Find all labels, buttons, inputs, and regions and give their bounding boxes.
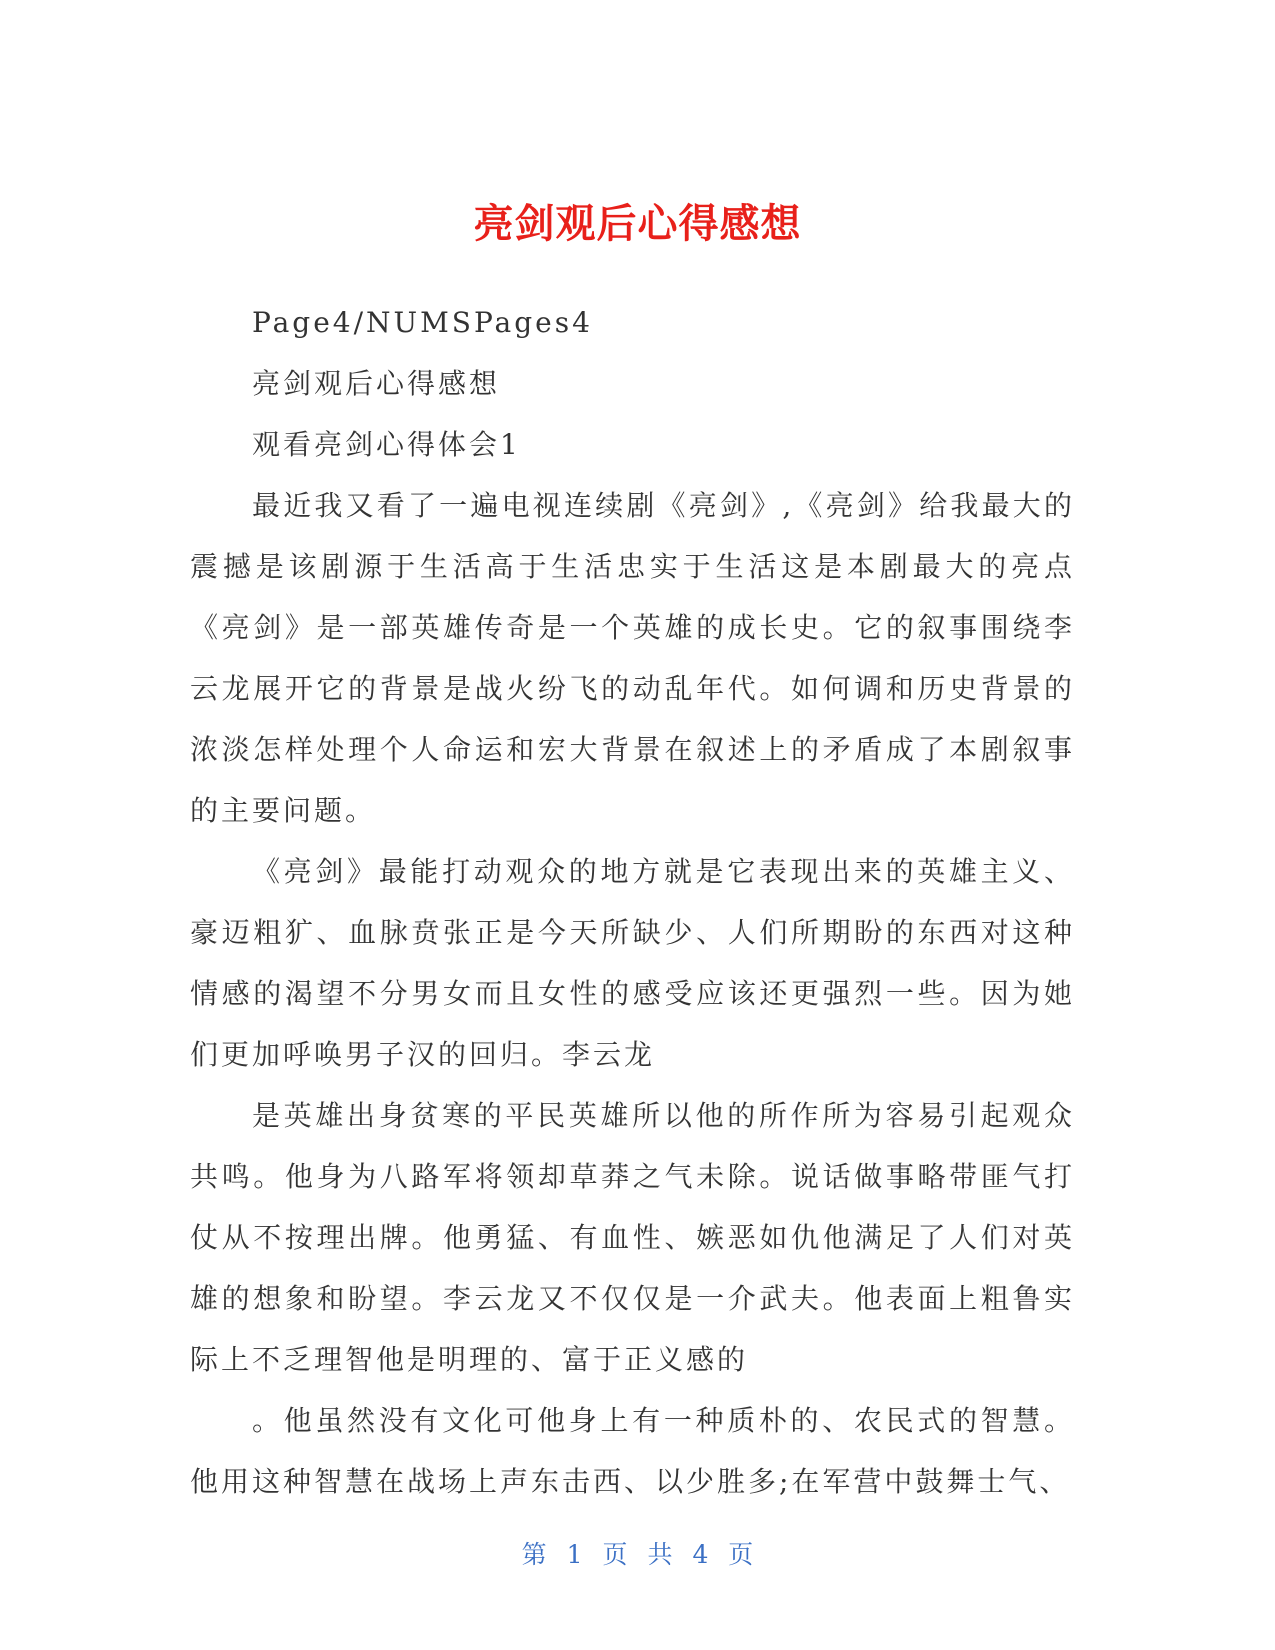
page-footer (0, 1535, 1275, 1571)
footer-page-unit: 页 (602, 1540, 628, 1569)
footer-current-page: 1 (566, 1540, 583, 1569)
footer-total-pages: 4 (692, 1540, 709, 1569)
section-heading: 观看亮剑心得体会1 (252, 428, 521, 461)
body-paragraph: 。他虽然没有文化可他身上有一种质朴的、农民式的智慧。他用这种智慧在战场上声东击西、以少胜多;在军营中鼓舞士气、 (190, 1404, 1075, 1498)
footer-total-unit: 页 (728, 1540, 754, 1569)
subtitle-paragraph: 亮剑观后心得感想 (252, 367, 501, 400)
document-title: 亮剑观后心得感想 (473, 200, 802, 247)
body-paragraph: 是英雄出身贫寒的平民英雄所以他的所作所为容易引起观众共鸣。他身为八路军将领却草莽之气未除。说话做事略带匪气打仗从不按理出牌。他勇猛、有血性、嫉恶如仇他满足了人们对英雄的想象和盼望。李云龙又不仅仅是一介武夫。他表面上粗鲁实际上不乏理智他是明理的、富于正义感的 (190, 1099, 1075, 1376)
body-paragraph: 最近我又看了一遍电视连续剧《亮剑》,《亮剑》给我最大的震撼是该剧源于生活高于生活忠实于生活这是本剧最大的亮点《亮剑》是一部英雄传奇是一个英雄的成长史。它的叙事围绕李云龙展开它的背景是战火纷飞的动乱年代。如何调和历史背景的浓淡怎样处理个人命运和宏大背景在叙述上的矛盾成了本剧叙事的主要问题。 (190, 489, 1075, 827)
footer-prefix: 第 (521, 1540, 547, 1569)
body-paragraph: 《亮剑》最能打动观众的地方就是它表现出来的英雄主义、豪迈粗犷、血脉贲张正是今天所缺少、人们所期盼的东西对这种情感的渴望不分男女而且女性的感受应该还更强烈一些。因为她们更加呼唤男子汉的回归。李云龙 (190, 855, 1075, 1071)
footer-total-prefix: 共 (647, 1540, 673, 1569)
document-body (190, 292, 1075, 1512)
page-field-code: Page4/NUMSPages4 (252, 306, 593, 339)
